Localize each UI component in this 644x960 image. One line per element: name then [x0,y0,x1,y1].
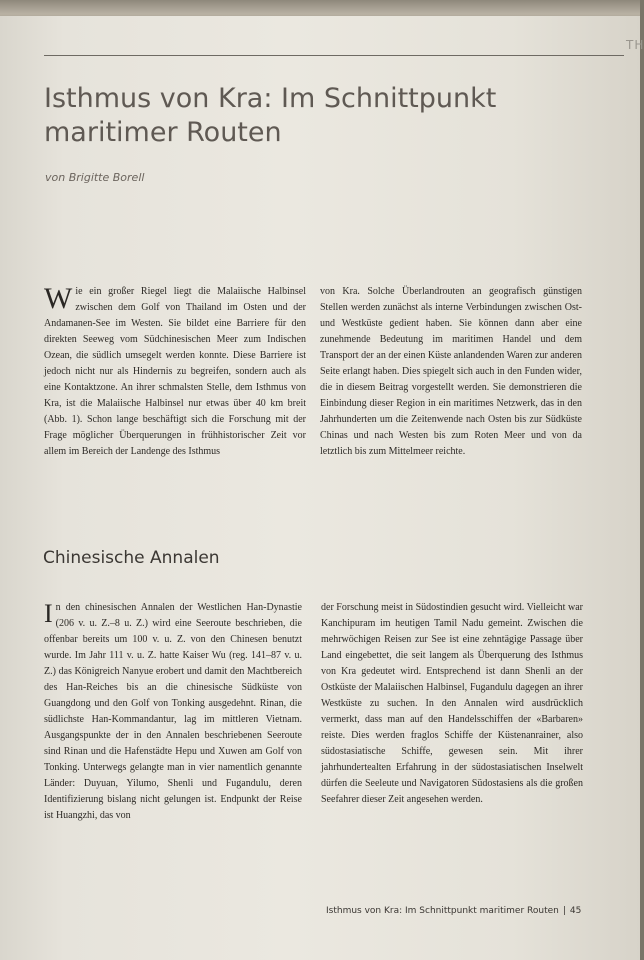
article-title: Isthmus von Kra: Im Schnittpunkt maritimer Routen [44,83,497,148]
page-number: 45 [569,906,582,916]
section-column-right: der Forschung meist in Südostindien gesucht wird. Vielleicht war Kanchipuram im heutigen Tamil Nadu gemeint. Zwischen die mehrwöchigen Reisen zur See ist eine zehntägige Passage über Land eingebettet, die seit langem als Überquerung des Isthmus von Kra gedeutet wird. Entsprechend ist dann Shenli an der Ostküste der Malaiischen Halbinsel, Fugandulu dagegen an ihrer Westküste zu suchen. In den Annalen wird ausdrücklich vermerkt, dass man auf den Handelsschiffen der «Barbaren» reiste. Dies werden fraglos Schiffe der Küstenanrainer, also südostasiatische Schiffe, gewesen sein. Mit ihrer jahrhundertealten Erfahrung in der südostasiatischen Inselwelt dürfen die Seeleute und Navigatoren Südostasiens als die großen Seefahrer dieser Zeit angesehen werden. [321,602,583,805]
book-page [0,16,644,960]
section-left-text: n den chinesischen Annalen der Westlichen Han-Dynastie (206 v. u. Z.–8 u. Z.) wird eine Seeroute beschrieben, die offenbar bereits um 100 v. u. Z. von den Chinesen benutzt wurde. Im Jahr 111 v. u. Z. hatte Kaiser Wu (reg. 141–87 v. u. Z.) das Königreich Nanyue erobert und damit den Machtbereich des Han-Reiches bis an die chinesische Südküste von Guangdong und den Golf von Tonking ausgedehnt. Rinan, die südlichste Han-Kommandantur, lag im mittleren Vietnam. Ausgangspunkte der in den Annalen beschriebenen Seeroute sind Rinan und die Hafenstädte Hepu und Xuwen am Golf von Tonking. Unterwegs gelangte man in vier namentlich genannte Länder: Duyuan, Yilumo, Shenli und Fugandulu, deren Identifizierung bislang nicht gelungen ist. Endpunkt der Reise ist Huangzhi, das von [44,602,302,821]
page-footer [326,906,581,916]
running-head: TH [626,38,644,52]
section-heading: Chinesische Annalen [43,548,220,568]
author-byline: von Brigitte Borell [45,171,145,184]
intro-column-left [44,284,306,460]
intro-dropcap: W [44,282,73,315]
footer-title: Isthmus von Kra: Im Schnittpunkt maritimer Routen [326,906,559,916]
intro-column-right: von Kra. Solche Überlandrouten an geografisch günstigen Stellen werden zunächst als interne Verbindungen zwischen Ost- und Westküste gedient haben. Sie können dann aber eine zunehmende Bedeutung im maritimen Handel und dem Transport der an der einen Küste anlandenden Waren zur anderen Seite erlangt haben. Dies spiegelt sich auch in den Funden wider, die in diesem Beitrag vorgestellt werden. Sie demonstrieren die Einbindung dieser Region in ein maritimes Netzwerk, das in den Jahrhunderten um die Zeitenwende nach Osten bis zur Südküste Chinas und nach Westen bis zum Roten Meer und von da letztlich bis zum Mittelmeer reichte. [320,286,582,457]
intro-left-text: ie ein großer Riegel liegt die Malaiische Halbinsel zwischen dem Golf von Thailand im Osten und der Andamanen-See im Westen. Sie bildet eine Barriere für den direkten Seeweg vom Südchinesischen Meer zum Indischen Ozean, die südlich umsegelt werden konnte. Diese Barriere ist jedoch nicht nur als Hindernis zu begreifen, sondern auch als eine Kontaktzone. An ihrer schmalsten Stelle, dem Isthmus von Kra, ist die Malaiische Halbinsel nur etwas über 40 km breit (Abb. 1). Schon lange beschäftigt sich die Forschung mit der Frage möglicher Überquerungen in frühhistorischer Zeit vor allem im Bereich der Landenge des Isthmus [44,286,306,457]
footer-separator: | [562,906,566,916]
section-dropcap: I [44,599,53,628]
section-column-left [44,600,302,824]
header-rule [44,55,624,56]
